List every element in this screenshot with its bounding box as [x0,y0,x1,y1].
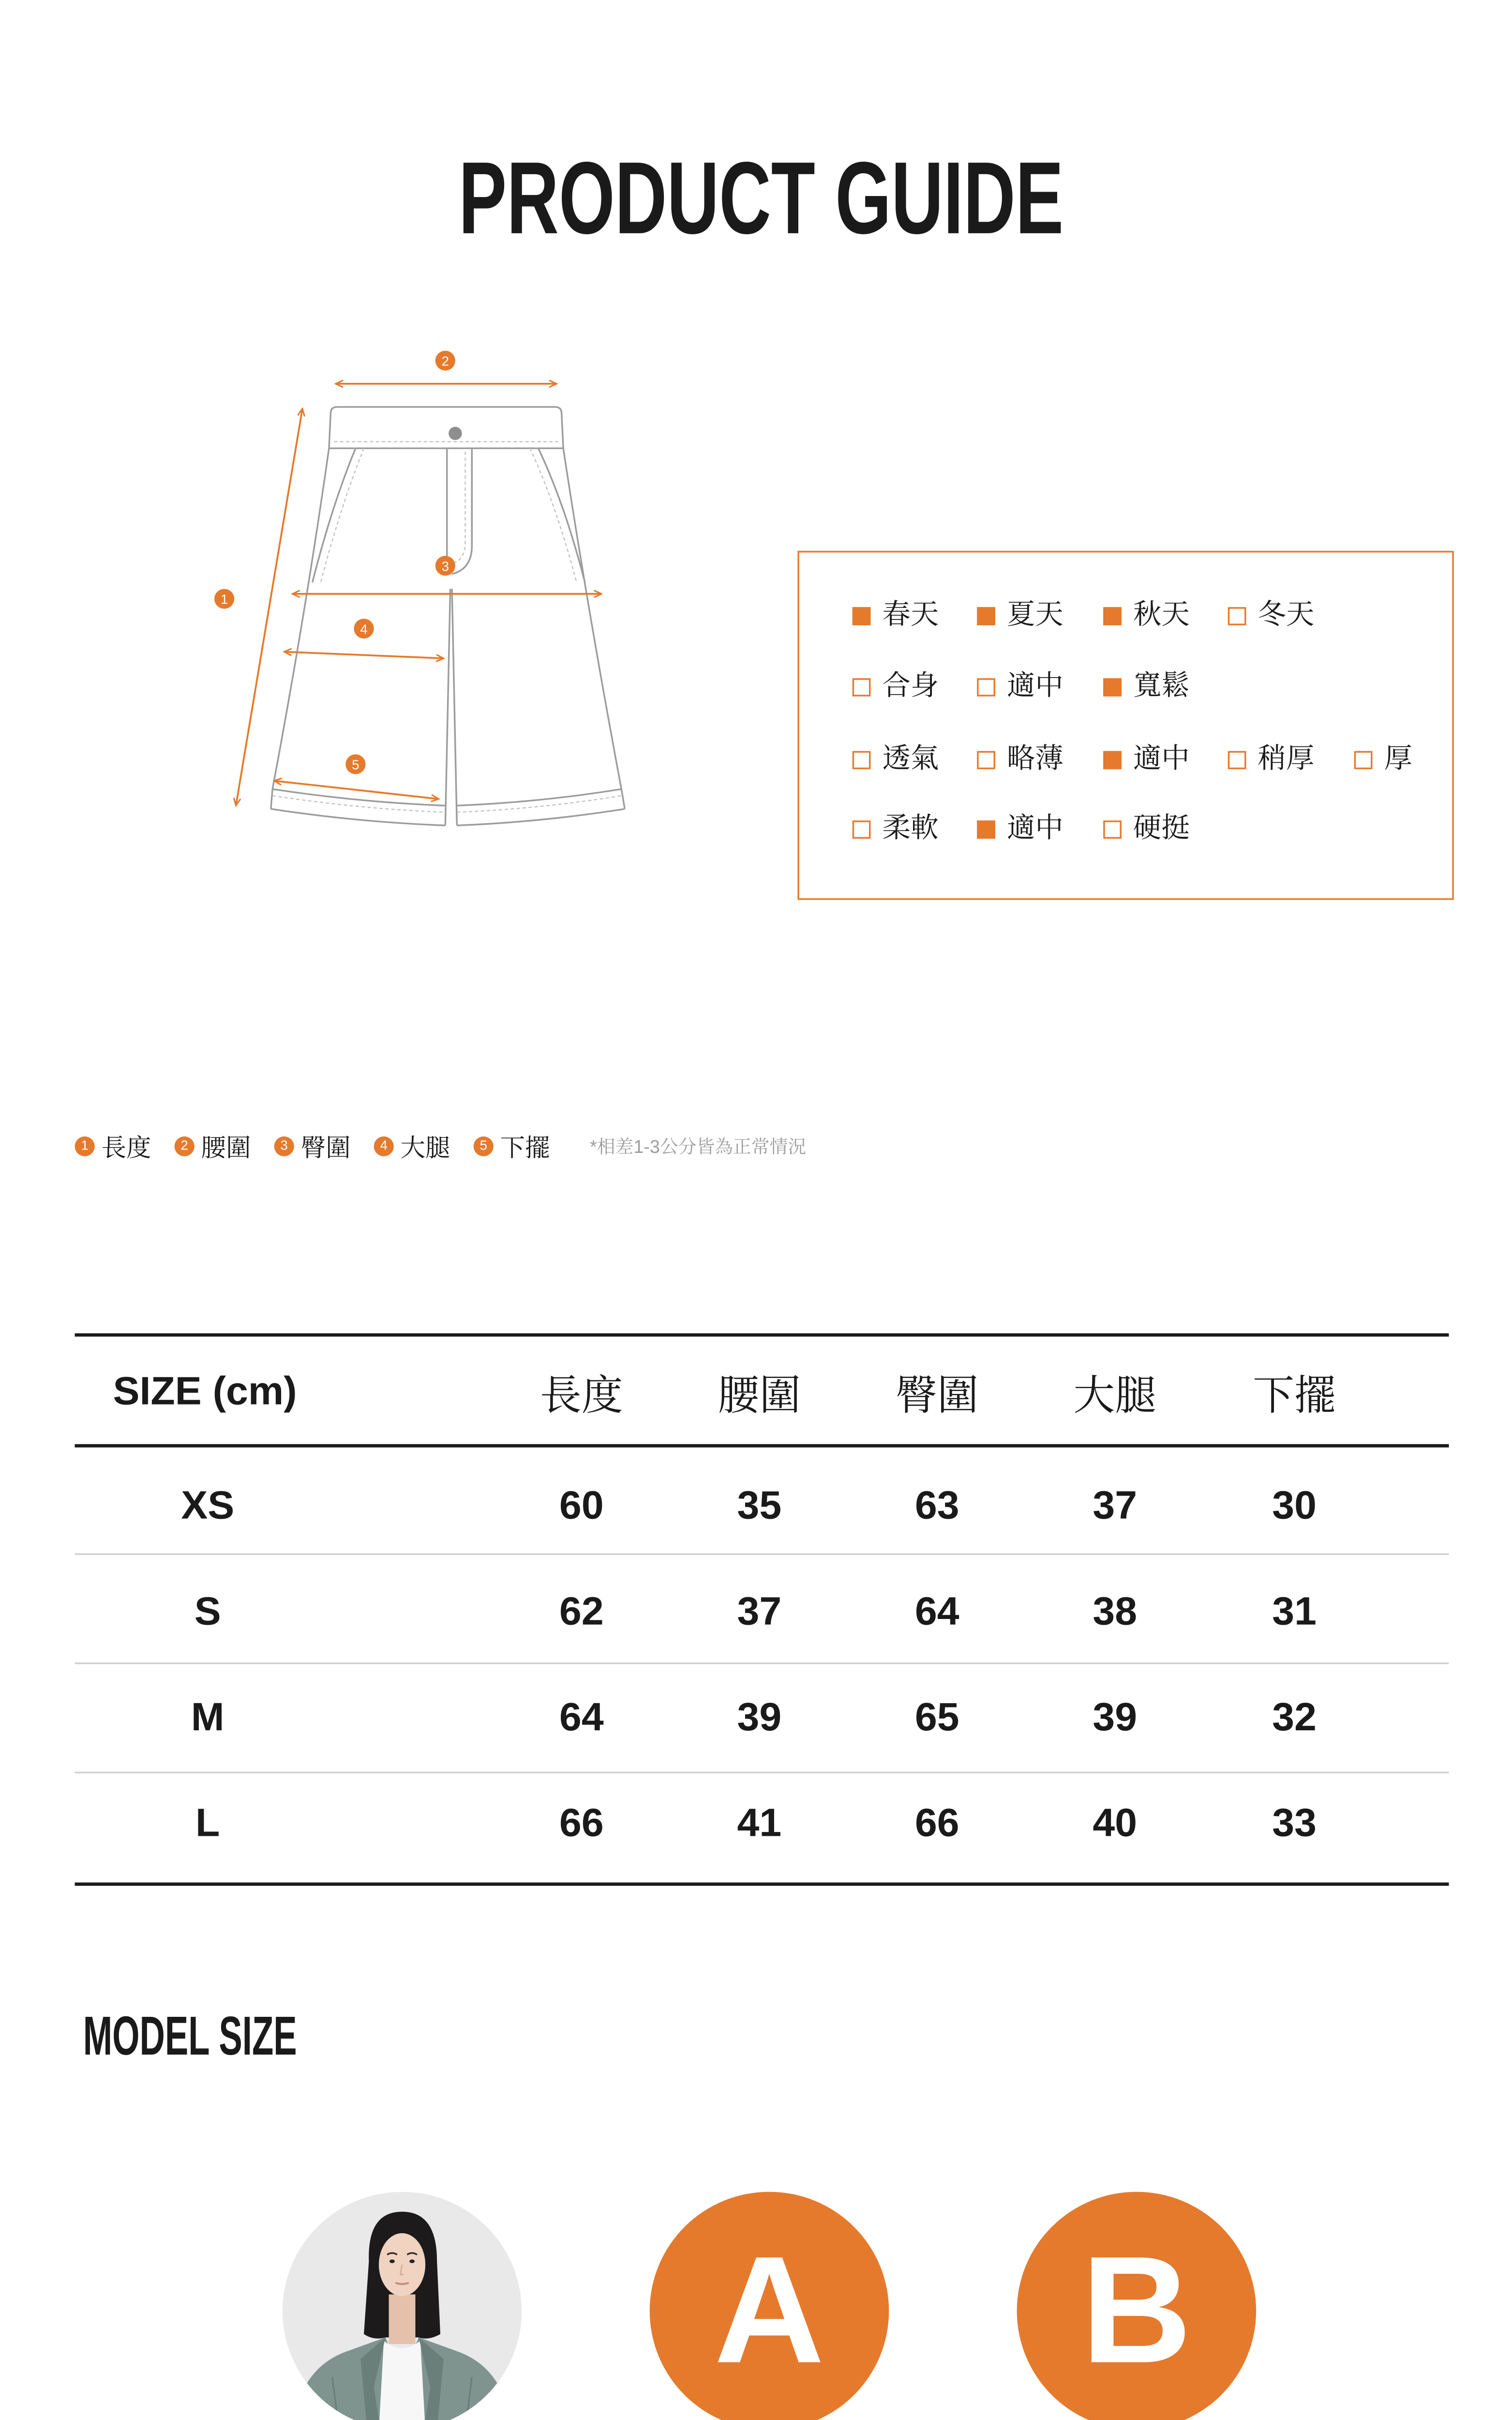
legend-label: 下擺 [500,1134,550,1162]
table-row [75,1771,1449,1877]
table-row [75,1560,1449,1666]
right-inseam [452,589,457,826]
checkbox-icon [1354,750,1373,769]
legend-number-badge: 1 [75,1136,95,1156]
value-cell: 32 [1272,1695,1317,1740]
size-column-header: SIZE (cm) [113,1369,297,1415]
fly-right [452,448,472,574]
value-cell: 66 [914,1801,959,1846]
legend-item-hem [474,1130,550,1163]
attr-autumn [1103,597,1190,634]
value-cell: 33 [1272,1801,1317,1846]
attr-label: 夏天 [1007,599,1063,631]
left-inseam [445,589,450,826]
left-hem-side [271,789,272,809]
attr-label: 秋天 [1133,599,1190,631]
attr-regular-fit [977,668,1063,705]
attr-medium-softness [977,811,1063,847]
value-cell: 39 [1093,1695,1138,1740]
value-cell: 31 [1272,1589,1317,1634]
attr-label: 略薄 [1007,742,1063,774]
marker-3-label: 3 [441,559,449,574]
attr-stiff [1103,811,1190,847]
attr-loose-fit [1103,668,1190,705]
legend-number-badge: 3 [274,1136,294,1156]
attr-label: 稍厚 [1258,742,1315,774]
right-side-seam [563,448,621,789]
table-row [75,1666,1449,1772]
attr-soft [853,811,939,847]
legend-number-badge: 5 [474,1136,494,1156]
attr-label: 適中 [1007,670,1063,702]
attr-label: 透氣 [882,742,939,774]
size-cell: L [195,1801,220,1846]
value-cell: 64 [914,1589,959,1634]
column-header-thigh: 大腿 [1073,1373,1157,1420]
model-a-badge: A [650,2192,889,2420]
table-row [75,1454,1449,1560]
value-cell: 66 [559,1801,604,1846]
value-cell: 39 [737,1695,782,1740]
value-cell: 35 [737,1483,782,1529]
marker-5-label: 5 [352,757,359,772]
right-hem-top [457,789,621,805]
size-cell: M [191,1695,225,1740]
right-pocket-stitch [530,448,576,582]
model-size-title-text: MODEL SIZE [83,2005,297,2066]
table-bottom-rule [75,1882,1449,1885]
left-side-seam [272,448,329,789]
right-pocket [539,448,585,582]
marker-2-label: 2 [441,353,449,369]
checkbox-icon [1103,678,1122,696]
attr-medium-thickness [1103,741,1190,777]
table-top-rule [75,1333,1449,1337]
checkbox-icon [977,750,995,769]
model-b-badge: B [1017,2192,1257,2420]
column-header-hem: 下擺 [1253,1373,1336,1420]
checkbox-icon [1228,750,1246,769]
marker-1-label: 1 [220,591,228,607]
fly-stitch [450,452,465,564]
attr-label: 柔軟 [882,812,939,844]
checkbox-icon [853,750,871,769]
value-cell: 37 [737,1589,782,1634]
attr-label: 硬挺 [1133,812,1190,844]
legend-label: 長度 [101,1134,151,1162]
checkbox-icon [977,820,995,838]
value-cell: 37 [1093,1483,1138,1529]
column-header-hip: 臀圍 [895,1373,979,1420]
attr-label: 合身 [882,670,939,702]
legend-label: 大腿 [400,1134,450,1162]
table-row-divider [75,1663,1449,1664]
attr-label: 適中 [1133,742,1190,774]
attr-summer [977,597,1063,634]
legend-label: 臀圍 [300,1134,351,1162]
checkbox-icon [1103,606,1122,625]
checkbox-icon [1103,820,1122,838]
right-hem-side [621,789,625,809]
legend-number-badge: 4 [374,1136,394,1156]
legend-item-hip [274,1130,351,1163]
length-arrow [236,408,302,805]
checkbox-icon [853,820,871,838]
attr-spring [853,597,939,634]
value-cell: 30 [1272,1483,1317,1529]
checkbox-icon [1228,606,1246,625]
value-cell: 64 [559,1695,604,1740]
legend-item-thigh [374,1130,450,1163]
attr-label: 適中 [1007,812,1063,844]
column-header-waist: 腰圍 [718,1373,801,1420]
attr-label: 冬天 [1258,599,1315,631]
value-cell: 62 [559,1589,604,1634]
attr-thick [1354,741,1412,777]
attr-winter [1228,597,1315,634]
shorts-measurement-diagram [199,331,648,844]
value-cell: 63 [914,1483,959,1529]
value-cell: 38 [1093,1589,1138,1634]
marker-4-label: 4 [360,621,368,637]
model-photo [283,2192,522,2420]
tolerance-note: *相差1-3公分皆為正常情況 [590,1138,807,1158]
table-row-divider [75,1553,1449,1555]
legend-label: 腰圍 [201,1134,251,1162]
attr-label: 厚 [1384,742,1412,774]
left-pocket-stitch [321,448,364,582]
shorts-outline [271,407,625,826]
legend-number-badge: 2 [175,1136,195,1156]
column-header-length: 長度 [540,1373,623,1420]
page-title [5,142,1512,257]
attr-breathable [853,741,939,777]
attr-slightly-thick [1228,741,1315,777]
size-cell: S [194,1589,221,1634]
checkbox-icon [1103,750,1122,769]
hem-arrow [274,781,439,799]
checkbox-icon [977,606,995,625]
checkbox-icon [977,678,995,696]
size-cell: XS [181,1483,235,1529]
attr-label: 寬鬆 [1133,670,1190,702]
table-header-rule [75,1444,1449,1447]
model-size-title [83,2005,418,2066]
attr-thin [977,741,1063,777]
table-header-row [75,1340,1449,1446]
value-cell: 60 [559,1483,604,1529]
attr-fitted [853,668,939,705]
model-portrait-image [283,2192,522,2420]
button-icon [449,427,462,440]
left-hem-bottom [271,809,446,825]
page-title-text: PRODUCT GUIDE [458,142,1063,257]
attr-label: 春天 [882,599,939,631]
value-cell: 41 [737,1801,782,1846]
thigh-arrow [284,652,444,659]
legend-item-length [75,1130,151,1163]
checkbox-icon [853,678,871,696]
legend-item-waist [175,1130,251,1163]
value-cell: 65 [914,1695,959,1740]
checkbox-icon [853,606,871,625]
value-cell: 40 [1093,1801,1138,1846]
